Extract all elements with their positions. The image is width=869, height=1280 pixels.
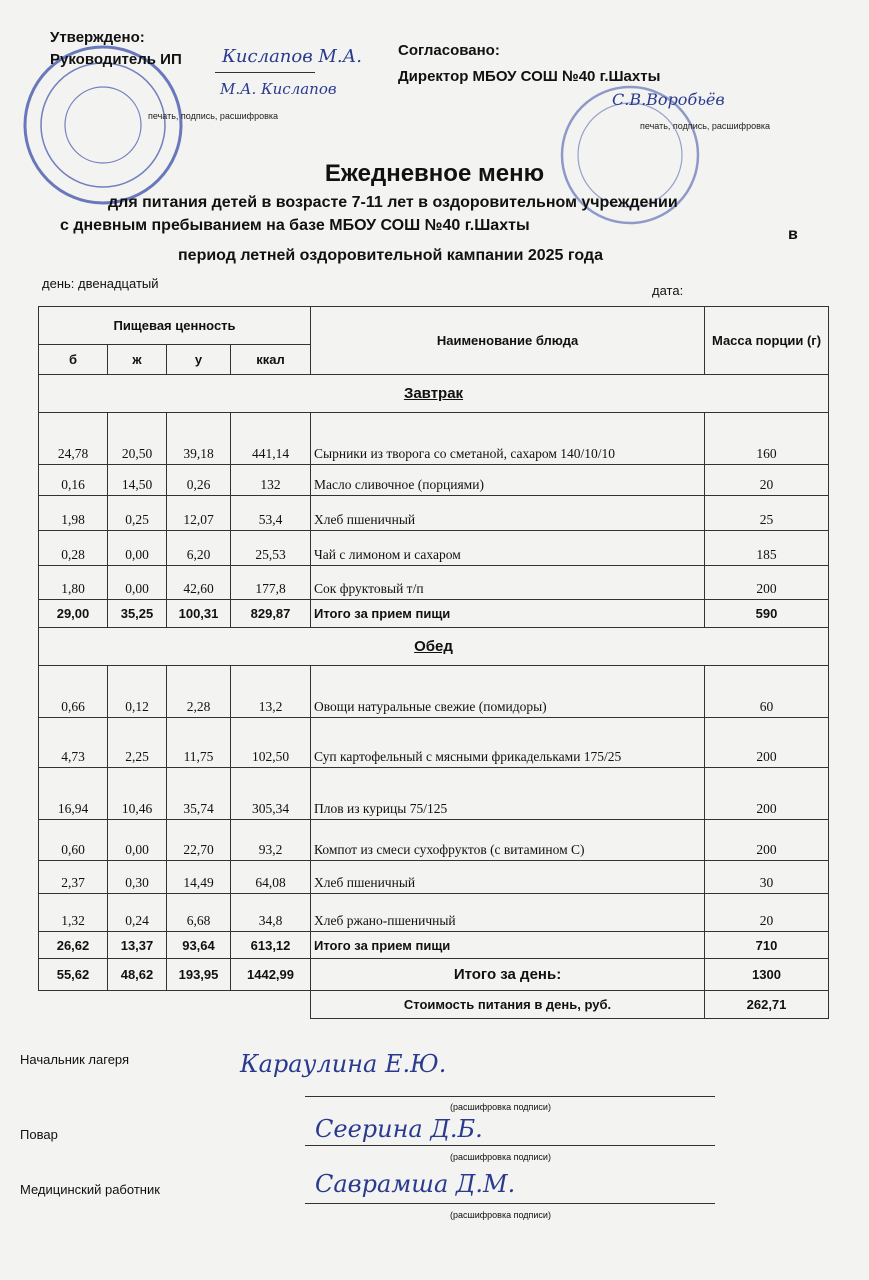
kcal-cell: 132 xyxy=(231,465,311,496)
carb-cell: 22,70 xyxy=(167,820,231,861)
protein-cell: 24,78 xyxy=(39,413,108,465)
fat-cell: 0,00 xyxy=(108,820,167,861)
kcal-cell: 25,53 xyxy=(231,531,311,566)
table-row xyxy=(39,666,829,718)
col-fat-header: ж xyxy=(108,345,167,375)
dish-name-cell: Хлеб пшеничный xyxy=(311,496,705,531)
mass-cell: 200 xyxy=(705,820,829,861)
camp-head-label: Начальник лагеря xyxy=(20,1052,130,1067)
dish-name-cell: Компот из смеси сухофруктов (с витамином С) xyxy=(311,820,705,861)
dish-name-cell: Суп картофельный с мясными фрикадельками 175/25 xyxy=(311,718,705,768)
section-lunch: Обед xyxy=(39,628,829,666)
mass-cell: 60 xyxy=(705,666,829,718)
approved-block xyxy=(50,28,182,70)
dish-name-cell: Овощи натуральные свежие (помидоры) xyxy=(311,666,705,718)
dish-name-cell: Сок фруктовый т/п xyxy=(311,566,705,600)
total-protein: 26,62 xyxy=(39,932,108,959)
carb-cell: 6,20 xyxy=(167,531,231,566)
day-total-protein: 55,62 xyxy=(39,959,108,991)
kcal-cell: 441,14 xyxy=(231,413,311,465)
total-carb: 100,31 xyxy=(167,600,231,628)
breakfast-total-row xyxy=(39,600,829,628)
mass-cell: 200 xyxy=(705,566,829,600)
fat-cell: 0,00 xyxy=(108,531,167,566)
cost-label: Стоимость питания в день, руб. xyxy=(311,991,705,1019)
kcal-cell: 53,4 xyxy=(231,496,311,531)
dish-name-cell: Чай с лимоном и сахаром xyxy=(311,531,705,566)
dish-name-cell: Хлеб пшеничный xyxy=(311,861,705,894)
day-total-carb: 193,95 xyxy=(167,959,231,991)
mass-cell: 20 xyxy=(705,894,829,932)
date-label: дата: xyxy=(652,283,684,298)
mass-cell: 185 xyxy=(705,531,829,566)
cost-row xyxy=(39,991,829,1019)
carb-cell: 12,07 xyxy=(167,496,231,531)
agreed-block xyxy=(398,38,660,90)
mass-cell: 200 xyxy=(705,768,829,820)
protein-cell: 2,37 xyxy=(39,861,108,894)
cook-label: Повар xyxy=(20,1127,58,1142)
kcal-cell: 34,8 xyxy=(231,894,311,932)
name-header: Наименование блюда xyxy=(311,307,705,375)
agreed-caption: печать, подпись, расшифровка xyxy=(640,121,771,131)
day-total-row xyxy=(39,959,829,991)
approved-position: Руководитель ИП xyxy=(50,51,182,68)
breakfast-rows xyxy=(39,413,829,600)
dish-name-cell: Сырники из творога со сметаной, сахаром 140/10/10 xyxy=(311,413,705,465)
kcal-cell: 305,34 xyxy=(231,768,311,820)
cook-caption: (расшифровка подписи) xyxy=(450,1152,551,1162)
camp-head-caption: (расшифровка подписи) xyxy=(450,1102,551,1112)
table-row xyxy=(39,768,829,820)
table-row xyxy=(39,718,829,768)
protein-cell: 1,32 xyxy=(39,894,108,932)
protein-cell: 0,16 xyxy=(39,465,108,496)
col-carb-header: у xyxy=(167,345,231,375)
day-total-kcal: 1442,99 xyxy=(231,959,311,991)
table-row xyxy=(39,820,829,861)
mass-cell: 200 xyxy=(705,718,829,768)
col-kcal-header: ккал xyxy=(231,345,311,375)
approved-signature: Кислапов М.А. xyxy=(222,46,362,67)
total-fat: 13,37 xyxy=(108,932,167,959)
section-breakfast: Завтрак xyxy=(39,375,829,413)
carb-cell: 42,60 xyxy=(167,566,231,600)
medic-signature-line xyxy=(305,1202,715,1204)
fat-cell: 0,00 xyxy=(108,566,167,600)
protein-cell: 4,73 xyxy=(39,718,108,768)
day-total-mass: 1300 xyxy=(705,959,829,991)
table-row xyxy=(39,496,829,531)
total-kcal: 613,12 xyxy=(231,932,311,959)
protein-cell: 0,28 xyxy=(39,531,108,566)
total-kcal: 829,87 xyxy=(231,600,311,628)
approved-label: Утверждено: xyxy=(50,29,145,46)
subtitle-line-3: период летней оздоровительной кампании 2025 года xyxy=(178,247,603,264)
col-protein-header: б xyxy=(39,345,108,375)
carb-cell: 35,74 xyxy=(167,768,231,820)
carb-cell: 6,68 xyxy=(167,894,231,932)
agreed-label: Согласовано: xyxy=(398,42,500,59)
table-row xyxy=(39,531,829,566)
fat-cell: 0,12 xyxy=(108,666,167,718)
table-row xyxy=(39,413,829,465)
lunch-total-row xyxy=(39,932,829,959)
menu-table xyxy=(38,306,829,1019)
kcal-cell: 13,2 xyxy=(231,666,311,718)
approved-signature-decoded: М.А. Кислапов xyxy=(220,80,337,98)
nutrition-header: Пищевая ценность xyxy=(39,307,311,345)
cook-signature: Сеерина Д.Б. xyxy=(315,1115,483,1143)
agreed-position: Директор МБОУ СОШ №40 г.Шахты xyxy=(398,68,661,85)
day-label: день: двенадцатый xyxy=(42,276,159,291)
table-row xyxy=(39,465,829,496)
day-total-fat: 48,62 xyxy=(108,959,167,991)
fat-cell: 0,24 xyxy=(108,894,167,932)
carb-cell: 14,49 xyxy=(167,861,231,894)
page-title: Ежедневное меню xyxy=(324,160,545,187)
cost-value: 262,71 xyxy=(705,991,829,1019)
medic-label: Медицинский работник xyxy=(20,1182,160,1197)
lunch-rows xyxy=(39,666,829,932)
agreed-signature: С.В.Воробьёв xyxy=(612,90,725,109)
fat-cell: 20,50 xyxy=(108,413,167,465)
carb-cell: 0,26 xyxy=(167,465,231,496)
total-carb: 93,64 xyxy=(167,932,231,959)
subtitle-line-2: с дневным пребыванием на базе МБОУ СОШ №40 г.Шахты xyxy=(60,217,530,234)
day-total-label: Итого за день: xyxy=(311,959,705,991)
dish-name-cell: Масло сливочное (порциями) xyxy=(311,465,705,496)
mass-cell: 20 xyxy=(705,465,829,496)
camp-head-signature: Караулина Е.Ю. xyxy=(240,1050,447,1078)
total-label: Итого за прием пищи xyxy=(311,932,705,959)
dish-name-cell: Плов из курицы 75/125 xyxy=(311,768,705,820)
fat-cell: 0,25 xyxy=(108,496,167,531)
cook-signature-line xyxy=(305,1144,715,1146)
total-fat: 35,25 xyxy=(108,600,167,628)
fat-cell: 14,50 xyxy=(108,465,167,496)
dish-name-cell: Хлеб ржано-пшеничный xyxy=(311,894,705,932)
fat-cell: 0,30 xyxy=(108,861,167,894)
table-row xyxy=(39,566,829,600)
carb-cell: 39,18 xyxy=(167,413,231,465)
protein-cell: 1,80 xyxy=(39,566,108,600)
protein-cell: 0,60 xyxy=(39,820,108,861)
kcal-cell: 177,8 xyxy=(231,566,311,600)
approved-caption: печать, подпись, расшифровка xyxy=(148,111,279,121)
protein-cell: 1,98 xyxy=(39,496,108,531)
kcal-cell: 64,08 xyxy=(231,861,311,894)
total-protein: 29,00 xyxy=(39,600,108,628)
carb-cell: 11,75 xyxy=(167,718,231,768)
total-mass: 710 xyxy=(705,932,829,959)
carb-cell: 2,28 xyxy=(167,666,231,718)
total-mass: 590 xyxy=(705,600,829,628)
subtitle-line-2-suffix: в xyxy=(788,226,798,243)
medic-caption: (расшифровка подписи) xyxy=(450,1210,551,1220)
protein-cell: 16,94 xyxy=(39,768,108,820)
kcal-cell: 93,2 xyxy=(231,820,311,861)
approved-signature-line xyxy=(215,72,315,73)
table-row xyxy=(39,861,829,894)
fat-cell: 2,25 xyxy=(108,718,167,768)
total-label: Итого за прием пищи xyxy=(311,600,705,628)
medic-signature: Саврамша Д.М. xyxy=(315,1170,516,1198)
mass-cell: 25 xyxy=(705,496,829,531)
protein-cell: 0,66 xyxy=(39,666,108,718)
mass-cell: 160 xyxy=(705,413,829,465)
subtitle-line-1: для питания детей в возрасте 7-11 лет в оздоровительном учреждении xyxy=(108,194,678,211)
mass-header: Масса порции (г) xyxy=(705,307,829,375)
kcal-cell: 102,50 xyxy=(231,718,311,768)
mass-cell: 30 xyxy=(705,861,829,894)
table-row xyxy=(39,894,829,932)
fat-cell: 10,46 xyxy=(108,768,167,820)
camp-head-signature-line xyxy=(305,1095,715,1097)
